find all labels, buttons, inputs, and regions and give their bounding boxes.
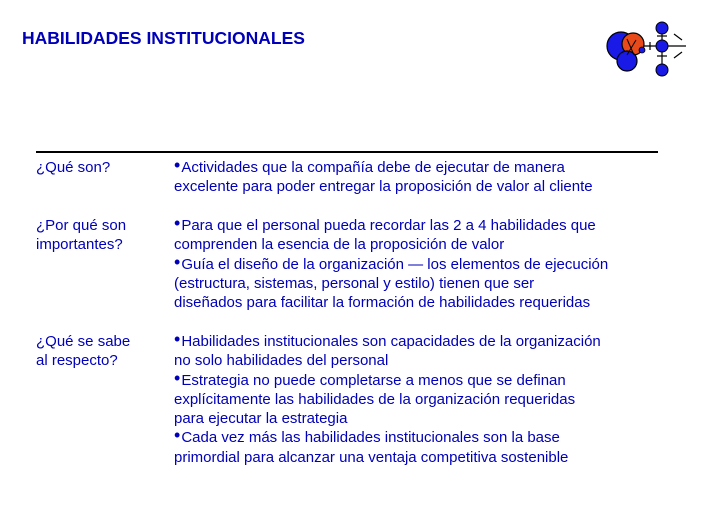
question-line: ¿Por qué son <box>36 217 127 234</box>
row-answer <box>174 329 674 467</box>
bullet-item: •Actividades que la compañía debe de ejecutar de manera <box>174 155 565 176</box>
bullet-icon: • <box>174 367 181 388</box>
bullet-icon: • <box>174 213 181 233</box>
bullet-continuation: para ejecutar la estrategia <box>174 410 348 428</box>
bullet-icon: • <box>174 251 181 272</box>
question-line: ¿Qué son? <box>36 159 111 176</box>
row-question <box>36 158 166 177</box>
bullet-icon: • <box>174 155 181 175</box>
question-line: ¿Qué se sabe <box>36 333 131 350</box>
bullet-continuation: comprenden la esencia de la proposición de valor <box>174 236 505 254</box>
row-answer <box>174 155 674 197</box>
bullet-continuation: diseñados para facilitar la formación de habilidades requeridas <box>174 294 591 312</box>
bullet-item: •Cada vez más las habilidades institucionales son la base <box>174 425 560 447</box>
question-line: al respecto? <box>36 352 118 369</box>
bullet-continuation: excelente para poder entregar la proposición de valor al cliente <box>174 178 593 196</box>
question-line: importantes? <box>36 236 123 253</box>
row-question <box>36 332 166 370</box>
bullet-item: •Estrategia no puede completarse a menos que se definan <box>174 367 566 389</box>
row-question <box>36 216 166 254</box>
molecule-logo-icon <box>600 18 690 80</box>
bullet-continuation: primordial para alcanzar una ventaja competitiva sostenible <box>174 448 569 466</box>
bullet-item: •Para que el personal pueda recordar las 2 a 4 habilidades que <box>174 213 596 234</box>
row-answer <box>174 213 674 312</box>
bullet-continuation: no solo habilidades del personal <box>174 352 389 370</box>
bullet-item: •Habilidades institucionales son capacidades de la organización <box>174 329 601 350</box>
bullet-continuation: (estructura, sistemas, personal y estilo) tienen que ser <box>174 274 535 292</box>
page-title: HABILIDADES INSTITUCIONALES <box>22 28 305 48</box>
bullet-icon: • <box>174 425 181 446</box>
bullet-item: •Guía el diseño de la organización — los elementos de ejecución <box>174 251 609 273</box>
header-divider <box>36 151 658 153</box>
bullet-continuation: explícitamente las habilidades de la organización requeridas <box>174 390 576 408</box>
bullet-icon: • <box>174 329 181 349</box>
